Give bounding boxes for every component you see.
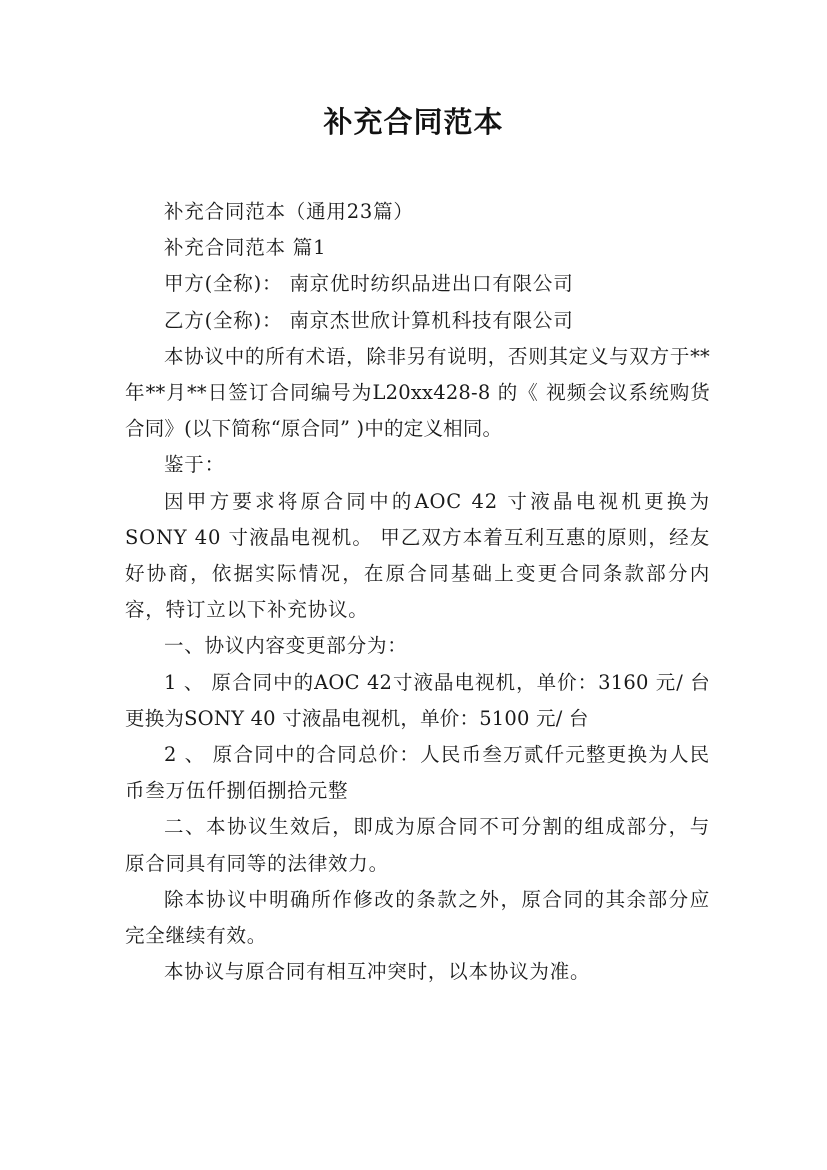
paragraph-party-a: 甲方(全称)： 南京优时纺织品进出口有限公司 — [164, 272, 574, 296]
paragraph-background: 因甲方要求将原合同中的AOC 42 寸液晶电视机更换为SONY 40 寸液晶电视机。 甲乙双方本着互利互惠的原则，经友好协商，依据实际情况，在原合同基础上变更合同条款部分内容，特订立以下补充协议。 — [125, 489, 710, 622]
paragraph-effect: 二、本协议生效后，即成为原合同不可分割的组成部分，与原合同具有同等的法律效力。 — [125, 815, 710, 875]
paragraph-section-heading: 补充合同范本 篇1 — [164, 236, 327, 260]
document-body — [125, 194, 710, 990]
paragraph-definitions: 本协议中的所有术语，除非另有说明，否则其定义与双方于**年**月**日签订合同编号为L20xx428-8 的《 视频会议系统购货 合同》(以下简称“原合同” )中的定义相同。 — [125, 344, 710, 441]
paragraph-subtitle: 补充合同范本（通用23篇） — [164, 200, 414, 223]
paragraph-change-item-1: 1 、 原合同中的AOC 42寸液晶电视机，单价：3160 元/ 台更换为SONY 40 寸液晶电视机，单价：5100 元/ 台 — [125, 670, 710, 730]
paragraph-changes-heading: 一、协议内容变更部分为： — [164, 634, 408, 658]
paragraph-whereas: 鉴于： — [164, 453, 225, 477]
paragraph-party-b: 乙方(全称)： 南京杰世欣计算机科技有限公司 — [164, 308, 574, 332]
paragraph-change-item-2: 2 、 原合同中的合同总价：人民币叁万贰仟元整更换为人民币叁万伍仟捌佰捌拾元整 — [125, 743, 710, 803]
paragraph-precedence: 本协议与原合同有相互冲突时，以本协议为准。 — [164, 960, 591, 984]
paragraph-validity: 除本协议中明确所作修改的条款之外，原合同的其余部分应完全继续有效。 — [125, 887, 710, 948]
document-title: 补充合同范本 — [323, 105, 504, 139]
